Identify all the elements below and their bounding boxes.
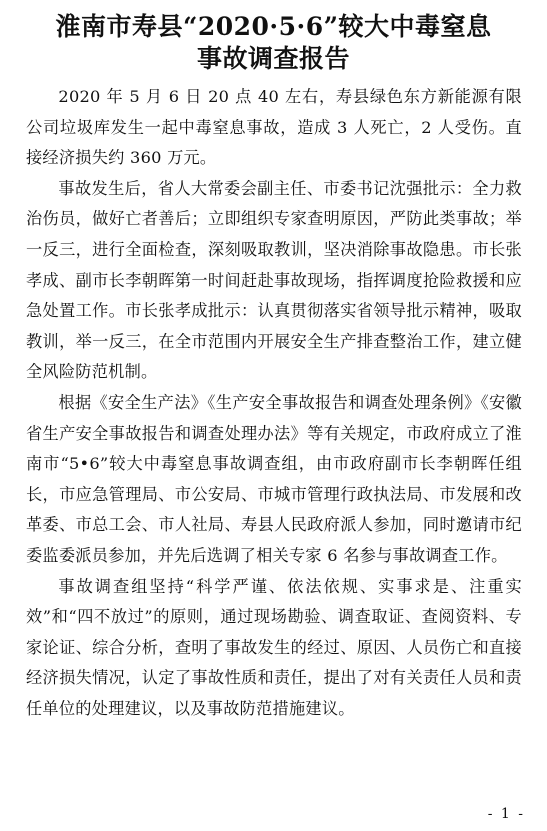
page-number: - 1 - (487, 806, 525, 822)
document-title-line-2: 事故调查报告 (196, 44, 350, 73)
document-title-line-1: 淮南市寿县“2020·5·6”较大中毒窒息 (55, 12, 492, 41)
paragraph-accident-summary: 2020 年 5 月 6 日 20 点 40 左右，寿县绿色东方新能源有限公司垃圾库发生一起中毒窒息事故，造成 3 人死亡，2 人受伤。直接经济损失约 360 万元。 (26, 87, 522, 168)
paragraph-investigation-team: 根据《安全生产法》《生产安全事故报告和调查处理条例》《安徽省生产安全事故报告和调查处理办法》等有关规定，市政府成立了淮南市“5•6”较大中毒窒息事故调查组，由市政府副市长李朝晖任组长，市应急管理局、市公安局、市城市管理行政执法局、市发展和改革委、市总工会、市人社局、寿县人民政府派人参加，同时邀请市纪委监委派员参加，并先后选调了相关专家 6 名参与事故调查工作。 (26, 392, 522, 565)
paragraph-leadership-instructions: 事故发生后，省人大常委会副主任、市委书记沈强批示：全力救治伤员，做好亡者善后；立即组织专家查明原因，严防此类事故；举一反三，进行全面检查，深刻吸取教训，坚决消除事故隐患。市长张孝成、副市长李朝晖第一时间赶赴事故现场，指挥调度抢险救援和应急处置工作。市长张孝成批示：认真贯彻落实省领导批示精神，吸取教训，举一反三，在全市范围内开展安全生产排查整治工作，建立健全风险防范机制。 (26, 178, 522, 382)
paragraph-investigation-principles: 事故调查组坚持“科学严谨、依法依规、实事求是、注重实效”和“四不放过”的原则，通过现场勘验、调查取证、查阅资料、专家论证、综合分析，查明了事故发生的经过、原因、人员伤亡和直接经济损失情况，认定了事故性质和责任，提出了对有关责任人员和责任单位的处理建议，以及事故防范措施建议。 (26, 576, 522, 718)
document-body (26, 82, 522, 724)
